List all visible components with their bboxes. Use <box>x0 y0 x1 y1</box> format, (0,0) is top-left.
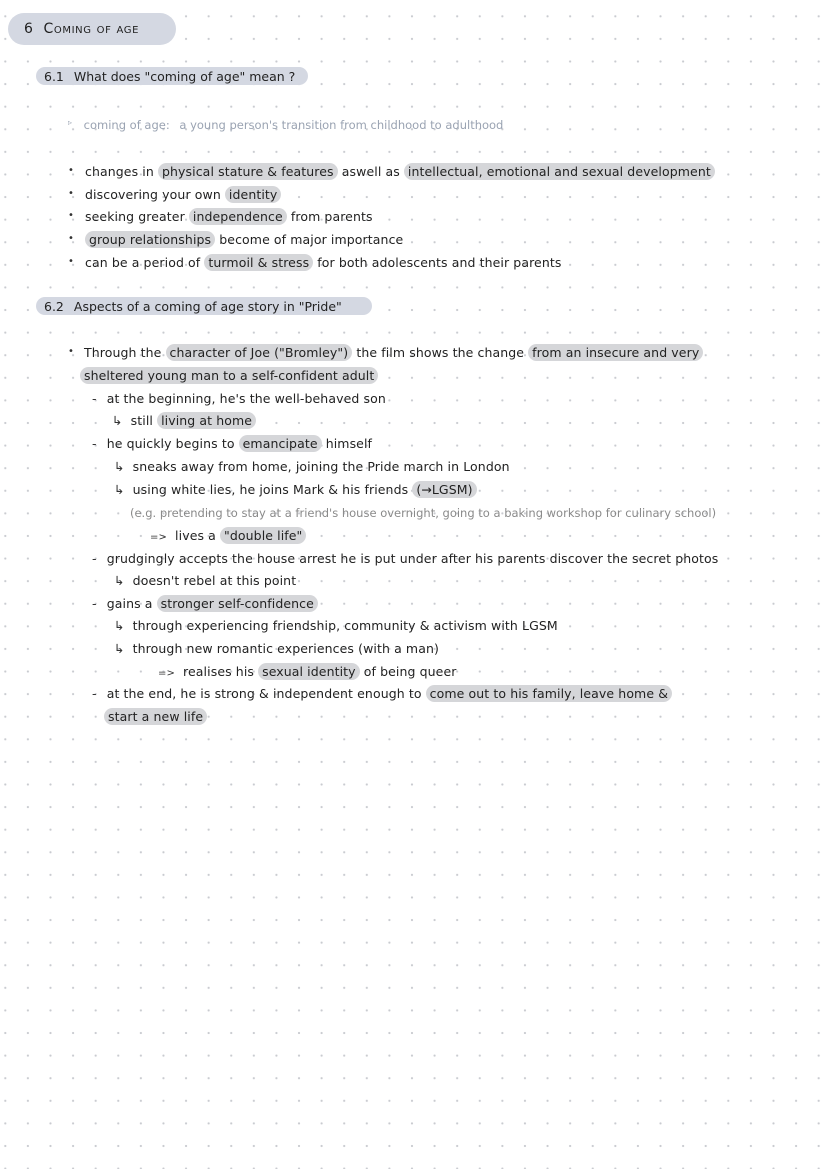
highlight: intellectual, emotional and sexual development <box>404 163 715 180</box>
arrow-sub-icon: ↳ <box>114 459 125 474</box>
highlight: start a new life <box>104 708 207 725</box>
sub-item <box>114 482 477 497</box>
list-item-emancipate <box>92 436 372 451</box>
text: gains a <box>106 596 157 611</box>
arrow-sub-icon: ↳ <box>114 641 125 656</box>
bullet-icon: • <box>68 188 74 199</box>
text: aswell as <box>337 164 404 179</box>
section-title: Aspects of a coming of age story in "Pride" <box>73 298 342 314</box>
text: he quickly begins to <box>106 436 239 451</box>
list-item <box>68 232 403 247</box>
list-item-intro-cont <box>80 368 378 383</box>
highlight: turmoil & stress <box>204 254 313 271</box>
text: still <box>130 413 158 428</box>
text: through new romantic experiences (with a man) <box>132 641 439 656</box>
bullet-icon: • <box>68 210 74 221</box>
highlight: physical stature & features <box>158 163 338 180</box>
highlight: independence <box>189 208 287 225</box>
text: realises his <box>183 664 259 679</box>
text: sneaks away from home, joining the Pride march in London <box>132 459 510 474</box>
section-number: 6.1 <box>44 68 64 84</box>
arrow-sub-icon: ↳ <box>112 413 123 428</box>
highlight: from an insecure and very <box>528 344 703 361</box>
text: from parents <box>286 209 373 224</box>
arrow-sub-icon: ↳ <box>114 618 125 633</box>
arrow-sub-icon: ↳ <box>114 573 125 588</box>
text: the film shows the change <box>352 345 529 360</box>
bullet-icon: • <box>68 256 74 267</box>
text: Through the <box>84 345 166 360</box>
definition-text: a young person's transition from childhood to adulthood <box>179 118 504 132</box>
list-item-intro <box>68 345 703 360</box>
section-number: 6.2 <box>44 298 64 314</box>
definition <box>68 118 503 132</box>
highlight: stronger self-confidence <box>157 595 318 612</box>
chapter-title: Coming of age <box>43 21 140 37</box>
text: himself <box>321 436 373 451</box>
text: doesn't rebel at this point <box>132 573 297 588</box>
sub-item <box>114 641 439 656</box>
list-item-end <box>92 686 672 701</box>
example-note: (e.g. pretending to stay at a friend's house overnight, going to a baking workshop for culinary school) <box>130 506 717 520</box>
section-title: What does "coming of age" mean ? <box>73 68 296 84</box>
text: lives a <box>175 528 220 543</box>
sub-item <box>114 573 296 588</box>
dash-icon: - <box>92 596 97 611</box>
text: can be a period of <box>85 255 205 270</box>
list-item-end-cont <box>104 709 207 724</box>
sub-item <box>114 459 510 474</box>
implies-arrow-icon: => <box>158 668 175 679</box>
triangle-marker-icon: ▹ <box>68 118 73 127</box>
list-item-confidence <box>92 596 318 611</box>
definition-term: coming of age: <box>83 118 170 132</box>
text: through experiencing friendship, community & activism with LGSM <box>132 618 558 633</box>
highlight: (→LGSM) <box>412 481 476 498</box>
chapter-heading <box>8 13 176 45</box>
section-heading-6-1 <box>36 67 308 85</box>
dash-icon: - <box>92 436 97 451</box>
list-item <box>68 255 561 270</box>
text: discovering your own <box>85 187 225 202</box>
dash-icon: - <box>92 391 97 406</box>
highlight: sexual identity <box>258 663 360 680</box>
text: become of major importance <box>215 232 404 247</box>
text: seeking greater <box>85 209 189 224</box>
text: for both adolescents and their parents <box>313 255 562 270</box>
highlight: sheltered young man to a self-confident adult <box>80 367 378 384</box>
highlight: identity <box>225 186 282 203</box>
highlight: character of Joe ("Bromley") <box>166 344 353 361</box>
list-item <box>68 164 715 179</box>
text: at the end, he is strong & independent enough to <box>106 686 426 701</box>
implies-arrow-icon: => <box>150 532 167 543</box>
list-item <box>68 187 281 202</box>
highlight: living at home <box>157 412 256 429</box>
highlight: emancipate <box>239 435 322 452</box>
conclusion-item <box>150 528 306 543</box>
sub-item <box>114 618 558 633</box>
highlight: "double life" <box>220 527 306 544</box>
list-item-house-arrest <box>92 551 718 566</box>
text: of being queer <box>359 664 457 679</box>
list-item <box>68 209 373 224</box>
dash-icon: - <box>92 551 97 566</box>
bullet-icon: • <box>68 346 74 357</box>
text: changes in <box>85 164 158 179</box>
section-heading-6-2 <box>36 297 372 315</box>
highlight: come out to his family, leave home & <box>426 685 672 702</box>
bullet-icon: • <box>68 165 74 176</box>
arrow-sub-icon: ↳ <box>114 482 125 497</box>
text: grudgingly accepts the house arrest he is put under after his parents discover the secret photos <box>106 551 719 566</box>
bullet-icon: • <box>68 233 74 244</box>
highlight: group relationships <box>85 231 215 248</box>
list-item-beginning <box>92 391 386 406</box>
dash-icon: - <box>92 686 97 701</box>
sub-item <box>112 413 256 428</box>
text: at the beginning, he's the well-behaved son <box>106 391 386 406</box>
text: using white lies, he joins Mark & his friends <box>132 482 413 497</box>
conclusion-item <box>158 664 457 679</box>
chapter-number: 6 <box>24 21 34 37</box>
